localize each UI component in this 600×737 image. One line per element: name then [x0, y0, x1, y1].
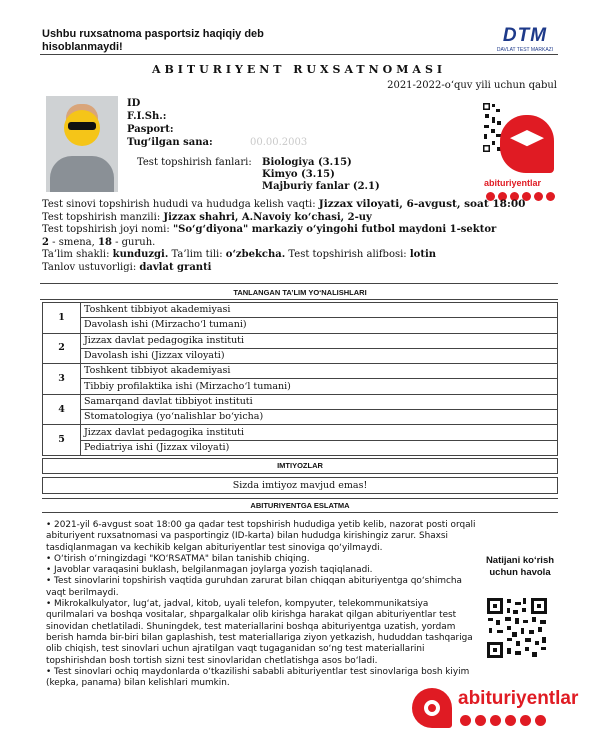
direction-program: Tibbiy profilaktika ishi (Mirzacho‘l tumani) — [81, 379, 558, 394]
id-label: ID — [127, 98, 141, 109]
direction-institute: Toshkent tibbiyot akademiyasi — [81, 303, 558, 318]
tiktok-icon[interactable] — [520, 715, 531, 726]
dtm-logo-subtext: DAVLAT TEST MARKAZI — [496, 47, 554, 53]
direction-number: 4 — [43, 394, 81, 425]
table-row — [43, 303, 558, 318]
direction-number: 1 — [43, 303, 81, 334]
place-value: "So‘g‘diyona" markaziy o‘yingohi futbol maydoni 1-sektor — [172, 224, 497, 236]
preference-label: Tanlov ustuvorligi: — [42, 261, 137, 273]
subject-item: Biologiya (3.15) — [262, 157, 352, 168]
directions-title: TANLANGAN TA’LIM YO‘NALISHLARI — [233, 288, 367, 297]
telegram-icon[interactable] — [460, 715, 471, 726]
privileges-title: IMTIYOZLAR — [277, 461, 323, 470]
study-form-label: Ta’lim shakli: — [42, 249, 110, 261]
direction-institute: Toshkent tibbiyot akademiyasi — [81, 364, 558, 379]
group-text: - guruh. — [111, 236, 156, 248]
brand-name-bottom: abituriyentlar — [458, 688, 579, 709]
table-row — [43, 440, 558, 455]
applicant-photo — [46, 96, 118, 192]
results-link-label: Natijani ko‘rish uchun havola — [485, 555, 555, 578]
vk-icon[interactable] — [535, 715, 546, 726]
dtm-logo — [490, 25, 560, 53]
dtm-logo-text: DTM — [502, 25, 548, 46]
directions-divider-bottom — [40, 299, 558, 300]
reminder-item: • 2021-yil 6-avgust soat 18:00 ga qadar test topshirish hududiga yetib kelib, nazorat posti orqali abituriyent ruxsatnomasi va pasportingiz (ID-karta) bilan hududga kirishingiz zarur. Shaxsi tasdiqlanmagan va kechikib kelgan abituriyentlar test sinoviga qo‘yilmaydi. — [46, 520, 476, 553]
reminder-item: • Test sinovlari ochiq maydonlarda o‘tkazilishi sababli abituriyentlar test sinovlariga bosh kiyim (kepka, panama) bilan kelishlari mumkin. — [46, 666, 470, 689]
direction-program: Stomatologiya (yo‘nalishlar bo‘yicha) — [81, 410, 558, 425]
subject-item: Kimyo (3.15) — [262, 169, 335, 180]
address-value: Jizzax shahri, A.Navoiy ko‘chasi, 2-uy — [163, 211, 372, 223]
table-row — [43, 394, 558, 409]
applicant-fields — [127, 97, 308, 149]
direction-institute: Jizzax davlat pedagogika instituti — [81, 425, 558, 440]
fish-label: F.I.Sh.: — [127, 111, 167, 122]
academic-year: 2021-2022-o‘quv yili uchun qabul — [387, 80, 557, 91]
reminder-item: • Javoblar varaqasini buklash, belgilanmagan joylarga yozish taqiqlanadi. — [46, 565, 373, 576]
language-label: Ta’lim tili: — [168, 249, 223, 261]
alphabet-label: Test topshirish alifbosi: — [285, 249, 407, 261]
graduation-cap-icon — [510, 130, 544, 148]
address-label: Test topshirish manzili: — [42, 211, 161, 223]
arrival-label: Test sinovi topshirish hududi va hududga kelish vaqti: — [42, 199, 316, 210]
table-row — [43, 410, 558, 425]
alphabet-value: lotin — [409, 249, 437, 261]
social-icons-bottom — [460, 715, 546, 726]
reminder-item: • Test sinovlarini topshirish vaqtida guruhdan zarurat bilan chiqqan abituriyentga qo‘shimcha vaqt berilmaydi. — [46, 576, 462, 598]
direction-program: Davolash ishi (Jizzax viloyati) — [81, 348, 558, 363]
reminder-item: • Mikrokalkulyator, lug‘at, jadval, kitob, uyali telefon, kompyuter, telekommunikatsiya qurilmalari va boshqa vositalar, shpargalkalar olib kirishga harakat qilgan abituriyentlar test sinovidan chetlatiladi. Shuningdek, test materiallarini boshqa abituriyentga uzatish, yordam berish hamda bir-biri bilan gaplashish, test materiallariga ziyon yetkazish, hududdan tashqariga olib chiqish, test sinovlari uchun ajratilgan vaqt tugaganidan so‘ng test materiallarini topshirishdan bosh tortish sizni test sinovlaridan chetlatishga asos bo‘ladi. — [46, 599, 473, 666]
birth-date-value: 00.00.2003 — [250, 137, 308, 148]
header-divider — [40, 54, 558, 55]
reminder-item: • O‘tirish o‘rningizdagi "KO‘RSATMA" bilan tanishib chiqing. — [46, 553, 310, 564]
table-row — [43, 318, 558, 333]
brand-logo-icon — [500, 115, 554, 173]
direction-institute: Jizzax davlat pedagogika instituti — [81, 333, 558, 348]
table-row — [43, 425, 558, 440]
shift-number: 2 — [42, 236, 49, 248]
results-qr-code-icon[interactable] — [485, 596, 549, 660]
study-form-value: kunduzgi. — [112, 249, 169, 261]
birth-date-label: Tug‘ilgan sana: — [127, 137, 213, 148]
direction-number: 2 — [43, 333, 81, 364]
direction-program: Pediatriya ishi (Jizzax viloyati) — [81, 440, 558, 455]
table-row — [43, 333, 558, 348]
brand-name: abituriyentlar — [484, 178, 542, 188]
arrival-value: Jizzax viloyati, 6-avgust, soat 18:00 — [318, 198, 526, 210]
brand-logo-bottom-icon — [412, 688, 452, 728]
passport-warning: Ushbu ruxsatnoma pasportsiz haqiqiy deb hisoblanmaydi! — [42, 28, 264, 53]
direction-program: Davolash ishi (Mirzacho‘l tumani) — [81, 318, 558, 333]
preference-value: davlat granti — [139, 261, 212, 273]
subjects-list — [262, 157, 380, 193]
table-row — [43, 379, 558, 394]
table-row — [43, 364, 558, 379]
reminder-title: ABITURIYENTGA ESLATMA — [250, 501, 350, 510]
reminder-list — [46, 520, 478, 689]
directions-table — [42, 302, 558, 456]
document-title: ABITURIYENT RUXSATNOMASI — [151, 63, 447, 76]
shift-text: - smena, — [48, 236, 98, 248]
youtube-icon[interactable] — [490, 715, 501, 726]
group-number: 18 — [98, 236, 112, 248]
direction-number: 3 — [43, 364, 81, 395]
direction-institute: Samarqand davlat tibbiyot instituti — [81, 394, 558, 409]
direction-number: 5 — [43, 425, 81, 456]
table-row — [43, 348, 558, 363]
exam-info — [42, 198, 562, 275]
facebook-icon[interactable] — [505, 715, 516, 726]
subject-item: Majburiy fanlar (2.1) — [262, 181, 380, 192]
instagram-icon[interactable] — [475, 715, 486, 726]
place-label: Test topshirish joyi nomi: — [42, 224, 170, 236]
passport-label: Pasport: — [127, 124, 174, 135]
subjects-label: Test topshirish fanlari: — [137, 157, 252, 168]
privileges-text: Sizda imtiyoz mavjud emas! — [232, 480, 368, 491]
language-value: o‘zbekcha. — [225, 249, 286, 261]
directions-divider-top — [40, 283, 558, 284]
